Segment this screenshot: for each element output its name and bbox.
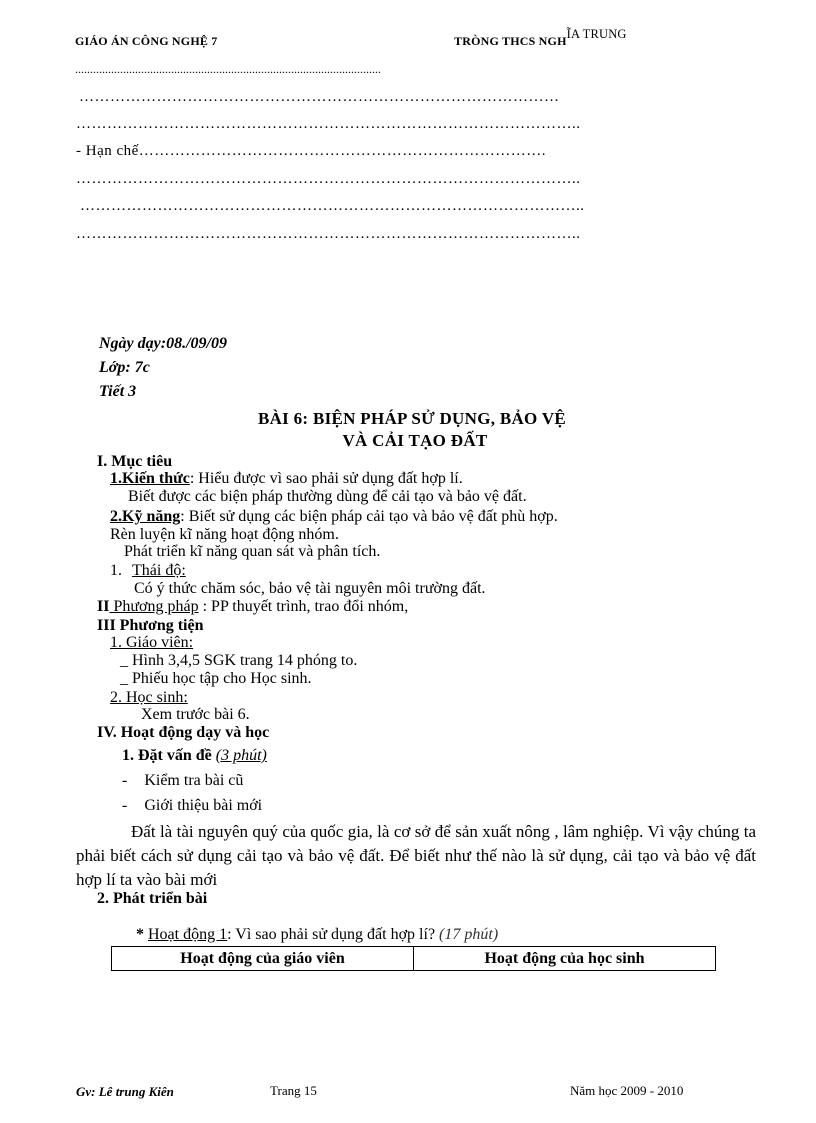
- activity-1-heading: * Hoạt động 1: Vì sao phải sử dụng đất hợp lí? (17 phút): [136, 926, 499, 943]
- objective-skills: 2.Kỹ năng: Biết sử dụng các biện pháp cải tạo và bảo vệ đất phù hợp.: [110, 508, 558, 525]
- table-header-student: Hoạt động của học sinh: [413, 947, 715, 970]
- footer-page: Trang 15: [270, 1083, 317, 1098]
- materials-student-1: Xem trước bài 6.: [141, 706, 250, 723]
- objective-knowledge-2: Biết được các biện pháp thường dùng để cải tạo và bảo vệ đất.: [128, 488, 527, 505]
- objective-skills-2: Rèn luyện kĩ năng hoạt động nhóm.: [110, 526, 339, 543]
- section-method: II Phương pháp : PP thuyết trình, trao đổi nhóm,: [97, 598, 409, 615]
- objective-attitude-text: Có ý thức chăm sóc, bảo vệ tài nguyên môi trường đất.: [134, 580, 486, 597]
- notes-line-5: ……………………………………………………………………………………..: [80, 198, 585, 214]
- materials-teacher-2: _ Phiếu học tập cho Học sinh.: [120, 670, 312, 687]
- section-activities: IV. Hoạt động dạy và học: [97, 724, 270, 741]
- table-header-teacher: Hoạt động của giáo viên: [180, 950, 345, 967]
- objective-knowledge: 1.Kiến thức: Hiểu được vì sao phải sử dụng đất hợp lí.: [110, 470, 463, 487]
- notes-line-1: …………………………………………………………………………………: [79, 89, 560, 105]
- materials-student: 2. Học sinh:: [110, 689, 188, 706]
- section-objectives: I. Mục tiêu: [97, 453, 173, 470]
- materials-teacher: 1. Giáo viên:: [110, 634, 194, 651]
- notes-line-limitations: - Hạn chế…………………………………………………………………….: [76, 143, 547, 159]
- step-introduction: 1. Đặt vấn đề (3 phút): [122, 747, 267, 764]
- activity-table: [111, 946, 716, 971]
- notes-line-2: ……………………………………………………………………………………..: [76, 116, 581, 132]
- header-left: GIÁO ÁN CÔNG NGHỆ 7: [75, 34, 218, 48]
- lesson-title-line1: BÀI 6: BIỆN PHÁP SỬ DỤNG, BẢO VỆ: [257, 409, 567, 428]
- intro-paragraph: Đất là tài nguyên quý của quốc gia, là cơ sở để sản xuất nông , lâm nghiệp. Vì vậy chúng ta phải biết cách sử dụng cải tạo và bảo vệ đất. Để biết như thế nào là sử dụng, cải tạo và bảo vệ đất hợp lí ta vào bài mới: [76, 822, 756, 889]
- header-school-sup: ĨA TRUNG: [566, 27, 627, 41]
- header-right: [454, 27, 627, 49]
- bullet-review: - Kiểm tra bài cũ: [122, 772, 244, 789]
- lesson-title-line2: VÀ CẢI TẠO ĐẤT: [342, 431, 488, 450]
- notes-line-4: ……………………………………………………………………………………..: [76, 171, 581, 187]
- notes-line-0: ......................................................................................................: [75, 62, 381, 76]
- materials-teacher-1: _ Hình 3,4,5 SGK trang 14 phóng to.: [120, 652, 358, 669]
- lesson-class: Lớp: 7c: [99, 359, 150, 376]
- section-materials: III Phương tiện: [97, 617, 204, 634]
- step-development: 2. Phát triển bài: [97, 890, 208, 907]
- bullet-new-lesson: - Giới thiệu bài mới: [122, 797, 263, 814]
- footer-teacher: Gv: Lê trung Kiên: [76, 1084, 174, 1099]
- footer-year: Năm học 2009 - 2010: [570, 1083, 684, 1098]
- objective-skills-3: Phát triển kĩ năng quan sát và phân tích.: [124, 543, 381, 560]
- notes-line-6: ……………………………………………………………………………………..: [76, 226, 581, 242]
- header-school: TRÒNG THCS NGH: [454, 34, 567, 48]
- objective-attitude: 1. Thái độ:: [110, 562, 186, 579]
- lesson-date: Ngày dạy:08./09/09: [99, 335, 227, 352]
- lesson-period: Tiết 3: [99, 383, 137, 400]
